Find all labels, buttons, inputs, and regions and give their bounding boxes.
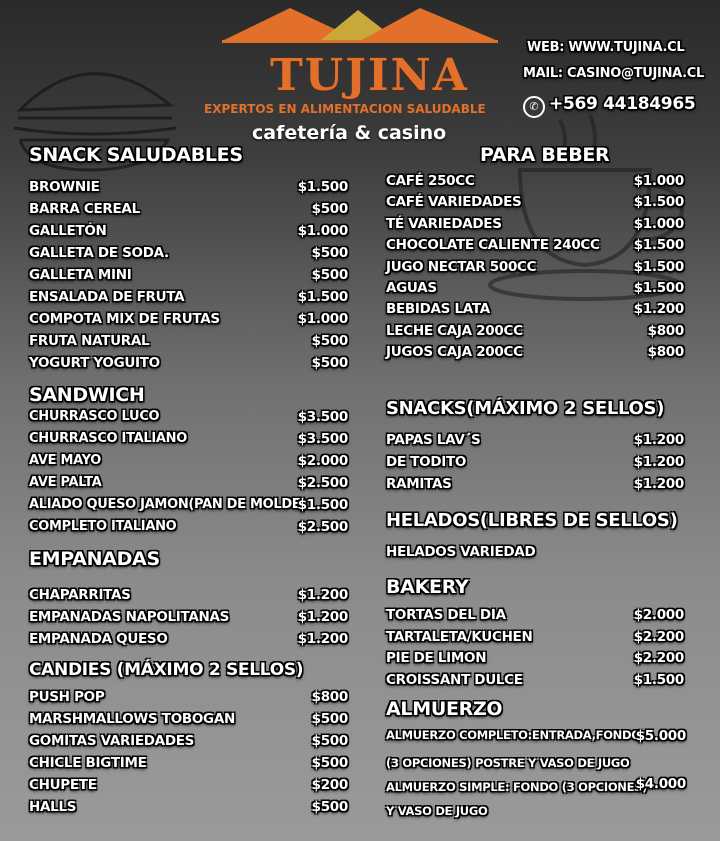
menu-item-name: TORTAS DEL DIA [386, 607, 506, 623]
menu-item-price: $2.000 [633, 607, 684, 623]
mail-contact: MAIL: CASINO@TUJINA.CL [523, 66, 705, 81]
section-title-snacks: SNACKS(MÁXIMO 2 SELLOS) [386, 398, 665, 419]
phone-contact: +569 44184965 [549, 94, 696, 114]
menu-item-name: RAMITAS [386, 476, 452, 492]
section-title-sandwich: SANDWICH [29, 384, 145, 406]
menu-item-name: BARRA CEREAL [29, 201, 140, 217]
menu-item-name: GALLETÓN [29, 223, 107, 239]
menu-item-price: $1.500 [633, 237, 684, 254]
menu-item-name: AVE PALTA [29, 475, 102, 490]
menu-item-price: $1.000 [633, 173, 684, 189]
menu-item-name: ALIADO QUESO JAMON(PAN DE MOLDE) [29, 497, 307, 512]
menu-item-name: BEBIDAS LATA [386, 301, 490, 318]
menu-item-price: $1.200 [633, 301, 684, 318]
almuerzo-completo-line2: (3 OPCIONES) POSTRE Y VASO DE JUGO [386, 756, 630, 770]
menu-item-name: TARTALETA/KUCHEN [386, 628, 533, 645]
menu-item-price: $1.200 [297, 631, 348, 647]
menu-item-name: BROWNIE [29, 179, 100, 195]
menu-item-price: $1.200 [633, 432, 684, 448]
menu-item-price: $1.500 [633, 280, 684, 296]
almuerzo-simple-line1: ALMUERZO SIMPLE: FONDO (3 OPCIONES) [386, 780, 648, 794]
menu-item-name: PUSH POP [29, 689, 105, 705]
menu-item-price: $500 [311, 711, 348, 727]
logo [200, 6, 520, 146]
section-title-para-beber: PARA BEBER [480, 144, 610, 166]
menu-item-price: $3.500 [297, 409, 348, 425]
menu-item-name: PIE DE LIMON [386, 650, 487, 666]
menu-item-name: COMPLETO ITALIANO [29, 519, 177, 534]
menu-item-name: GOMITAS VARIEDADES [29, 733, 195, 749]
menu-item-price: $1.000 [297, 223, 348, 239]
menu-item-price: $1.500 [633, 194, 684, 211]
menu-item-price: $3.500 [297, 431, 348, 447]
menu-item-price: $1.000 [297, 311, 348, 327]
menu-item-name: COMPOTA MIX DE FRUTAS [29, 311, 220, 327]
menu-item-name: DE TODITO [386, 454, 467, 470]
section-title-empanadas: EMPANADAS [29, 548, 160, 570]
menu-item-price: $500 [311, 755, 348, 771]
brand-tagline: EXPERTOS EN ALIMENTACION SALUDABLE [204, 102, 486, 116]
menu-item-name: CHUPETE [29, 777, 97, 793]
menu-item-name: CROISSANT DULCE [386, 671, 523, 688]
menu-item-name: FRUTA NATURAL [29, 333, 150, 349]
menu-item-price: $1.200 [633, 454, 684, 470]
menu-item-name: EMPANADA QUESO [29, 631, 168, 647]
menu-item-price: $1.200 [297, 609, 348, 625]
menu-item-name: JUGOS CAJA 200CC [386, 344, 523, 361]
menu-item-price: $1.200 [297, 587, 348, 603]
menu-item-price: $2.500 [297, 519, 348, 535]
menu-item-name: CHAPARRITAS [29, 587, 131, 603]
menu-item-name: CHURRASCO ITALIANO [29, 431, 188, 446]
section-title-snack-saludables: SNACK SALUDABLES [29, 144, 243, 166]
menu-item-name: PAPAS LAV´S [386, 432, 481, 448]
brand-subtitle: cafetería & casino [252, 122, 447, 144]
web-contact: WEB: WWW.TUJINA.CL [527, 40, 685, 55]
section-title-helados: HELADOS(LIBRES DE SELLOS) [386, 510, 678, 531]
menu-item-name: HALLS [29, 799, 77, 815]
almuerzo-simple-price: $4.000 [635, 776, 686, 792]
menu-item-name: CHURRASCO LUCO [29, 409, 160, 424]
menu-item-price: $500 [311, 733, 348, 749]
menu-item-price: $1.500 [633, 258, 684, 275]
menu-item-price: $200 [311, 777, 348, 793]
menu-item-name: JUGO NECTAR 500CC [386, 258, 537, 275]
menu-item-price: $500 [311, 355, 348, 371]
almuerzo-completo-price: $5.000 [635, 728, 686, 744]
menu-item-price: $2.000 [297, 453, 348, 469]
menu-item-name: AVE MAYO [29, 453, 102, 468]
menu-item-price: $1.500 [297, 289, 348, 305]
menu-item-name: HELADOS VARIEDAD [386, 544, 536, 560]
menu-item-price: $1.200 [633, 476, 684, 492]
menu-item-name: AGUAS [386, 280, 437, 296]
menu-item-name: CHOCOLATE CALIENTE 240CC [386, 237, 600, 254]
menu-item-name: LECHE CAJA 200CC [386, 322, 523, 339]
section-title-almuerzo: ALMUERZO [386, 698, 503, 720]
menu-item-name: YOGURT YOGUITO [29, 355, 160, 371]
menu-item-name: CAFÉ 250CC [386, 173, 475, 189]
almuerzo-completo-line1: ALMUERZO COMPLETO:ENTRADA,FONDO [386, 728, 641, 742]
menu-item-name: TÉ VARIEDADES [386, 215, 502, 232]
menu-item-name: ENSALADA DE FRUTA [29, 289, 185, 305]
menu-item-price: $500 [311, 799, 348, 815]
menu-item-price: $500 [311, 267, 348, 283]
almuerzo-simple-line2: Y VASO DE JUGO [386, 804, 488, 818]
menu-item-price: $2.200 [633, 628, 684, 645]
menu-item-name: EMPANADAS NAPOLITANAS [29, 609, 230, 625]
menu-item-name: MARSHMALLOWS TOBOGAN [29, 711, 235, 727]
menu-item-price: $1.500 [297, 497, 348, 513]
menu-item-name: GALLETA MINI [29, 267, 132, 283]
menu-item-price: $2.200 [633, 650, 684, 666]
menu-item-price: $2.500 [297, 475, 348, 491]
menu-item-price: $500 [311, 245, 348, 261]
menu-item-price: $500 [311, 201, 348, 217]
menu-item-price: $500 [311, 333, 348, 349]
menu-item-name: GALLETA DE SODA. [29, 245, 169, 261]
section-title-bakery: BAKERY [386, 576, 469, 598]
menu-item-price: $800 [311, 689, 348, 705]
section-title-candies: CANDIES (MÁXIMO 2 SELLOS) [29, 660, 304, 680]
whatsapp-icon: ✆ [523, 96, 545, 118]
menu-item-price: $800 [647, 322, 684, 339]
menu-item-price: $1.500 [297, 179, 348, 195]
menu-item-name: CHICLE BIGTIME [29, 755, 147, 771]
brand-name: TUJINA [270, 50, 469, 101]
menu-item-price: $1.000 [633, 215, 684, 232]
menu-item-price: $800 [647, 344, 684, 361]
menu-item-name: CAFÉ VARIEDADES [386, 194, 522, 211]
menu-item-price: $1.500 [633, 671, 684, 688]
